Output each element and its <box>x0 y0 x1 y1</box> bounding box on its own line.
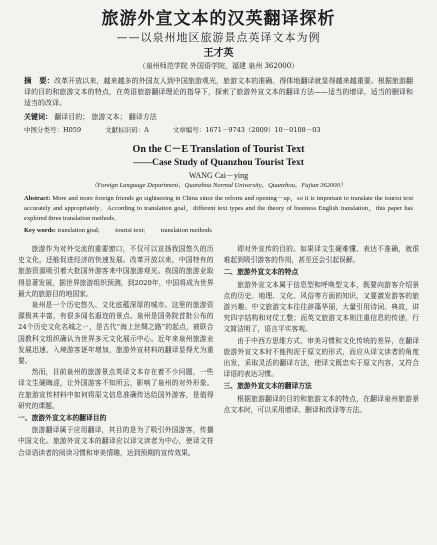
author-affiliation-cn: （泉州师范学院 外国语学院，福建 泉州 362000） <box>138 62 299 70</box>
body-text <box>18 244 419 506</box>
keyword-en: translation goal; <box>57 227 100 234</box>
body-paragraph: 由于中西方思维方式、审美习惯和文化传统的差异，在翻译旅游外宣文本时不能拘泥于原文的形式，而应从译文读者的角度出发，采取灵活的翻译方法，使译文既忠实于原文内容，又符合译语的表达习惯。 <box>223 336 419 379</box>
author-name-en: WANG Cai－ying <box>188 171 249 180</box>
body-paragraph: 旅游翻译属于应用翻译，其目的是为了吸引外国游客，传播中国文化。旅游外宣文本的翻译应以译文读者为中心，使译文符合译语读者的阅读习惯和审美情趣，达到预期的宣传效果。 <box>18 426 214 457</box>
abstract-cn-text: 改革开放以来，越来越多的外国友人到中国旅游观光，旅游文本的准确、得体地翻译就显得越来越重要。根据旅游翻译的目的和旅游文本的特点，在英语旅游翻译理论的指导下，探索了旅游外宣文本的翻译方法——适当的增译、适当的删译和适当的改译。 <box>24 77 414 107</box>
keyword-cn: 旅游文本 <box>91 113 120 121</box>
paper-title-cn: 旅游外宣文本的汉英翻译探析 <box>101 9 336 29</box>
abstract-en <box>24 194 413 224</box>
paper-subtitle-cn: ——以泉州地区旅游景点英译文本为例 <box>116 31 321 44</box>
keywords-cn-label: 关键词： <box>24 112 52 121</box>
abstract-en-label: Abstract: <box>24 195 51 202</box>
paper-title-en: On the C－E Translation of Tourist Text <box>132 144 305 155</box>
keyword-cn: 翻译方法 <box>128 113 157 121</box>
body-paragraph: 即对外宣传的目的。如果译文生硬难懂、表达不准确，就很难起到吸引游客的作用，甚至还会引起误解。 <box>223 245 419 265</box>
keyword-cn: 翻译目的 <box>54 113 83 121</box>
author-affiliation-en: （Foreign Language Department，Quanzhou Normal University，Quanzhou，Fujian 362000） <box>90 182 347 189</box>
body-paragraph: 然而，目前泉州的旅游景点英译文本存在着不少问题，一些译文生硬晦涩，让外国游客不知所云，影响了泉州的对外形象。在旅游宣传材料中如何将原文信息准确传达给国外游客，是值得研究的课题。 <box>18 368 214 410</box>
article-number: 文章编号：1671－9743（2009）10－0108－03 <box>172 126 321 134</box>
body-paragraph: 泉州是一个历史悠久、文化底蕴深厚的城市。这里的旅游资源极其丰富，有很多闻名遐迩的景点。泉州是国务院首批公布的24个历史文化名城之一，是古代“海上丝绸之路”的起点，被联合国教科文组织确认为世界多元文化展示中心。近年来泉州旅游业发展迅速，入境游客逐年增加，旅游外宣材料的翻译显得尤为重要。 <box>18 301 214 366</box>
section-heading: 二、旅游外宣文本的特点 <box>223 268 299 277</box>
keywords-en-label: Key words: <box>24 227 56 234</box>
article-metadata <box>24 125 413 135</box>
keyword-en: translation methods <box>160 227 212 234</box>
section-heading: 一、旅游外宣文本的翻译目的 <box>18 414 107 423</box>
paper-subtitle-en: ——Case Study of Quanzhou Tourist Text <box>133 158 304 168</box>
section-heading: 三、旅游外宣文本的翻译方法 <box>223 382 312 391</box>
body-column-right <box>224 244 420 506</box>
keyword-en: tourist text; <box>115 227 146 234</box>
body-paragraph: 旅游作为对外交流的重要窗口，不仅可以宣扬我国悠久的历史文化，还能促进经济的快速发展。改革开放以来，中国特有的旅游资源吸引着大批国外游客来中国旅游观光。我国的旅游业取得显著发展，据世界旅游组织预测，到2020年，中国将成为世界最大的旅游目的地国家。 <box>18 245 214 298</box>
body-column-left <box>18 244 214 506</box>
abstract-en-text: More and more foreign friends go sightseeing in China since the reform and opening－up，so it is important to translate the tourist text accurately and appropriately．According to translation goal，different text types and the theory of business English translation，this paper has explored three translation methods． <box>24 195 413 222</box>
document-code: 文献标识码：A <box>105 126 149 134</box>
body-paragraph: 根据旅游翻译的目的和旅游文本的特点，在翻译泉州旅游景点文本时，可以采用增译、删译和改译等方法。 <box>223 394 419 414</box>
author-name-cn: 王才英 <box>203 48 234 59</box>
keywords-en <box>24 226 413 236</box>
abstract-cn <box>24 75 413 109</box>
clc-number: 中图分类号：H059 <box>24 126 82 134</box>
keywords-cn: 关键词： 翻译目的； 旅游文本； 翻译方法 <box>24 112 157 121</box>
body-paragraph: 旅游外宣文本属于信息型和呼唤型文本，既要向游客介绍景点的历史、地理、文化、风俗等方面的知识，又要激发游客的旅游兴趣。中文旅游文本往往辞藻华丽，大量引用诗词、典故，讲究四字结构和对仗工整；而英文旅游文本则注重信息的传递，行文简洁明了，语言平实客观。 <box>223 280 419 334</box>
abstract-cn-label: 摘 要： <box>24 76 55 85</box>
